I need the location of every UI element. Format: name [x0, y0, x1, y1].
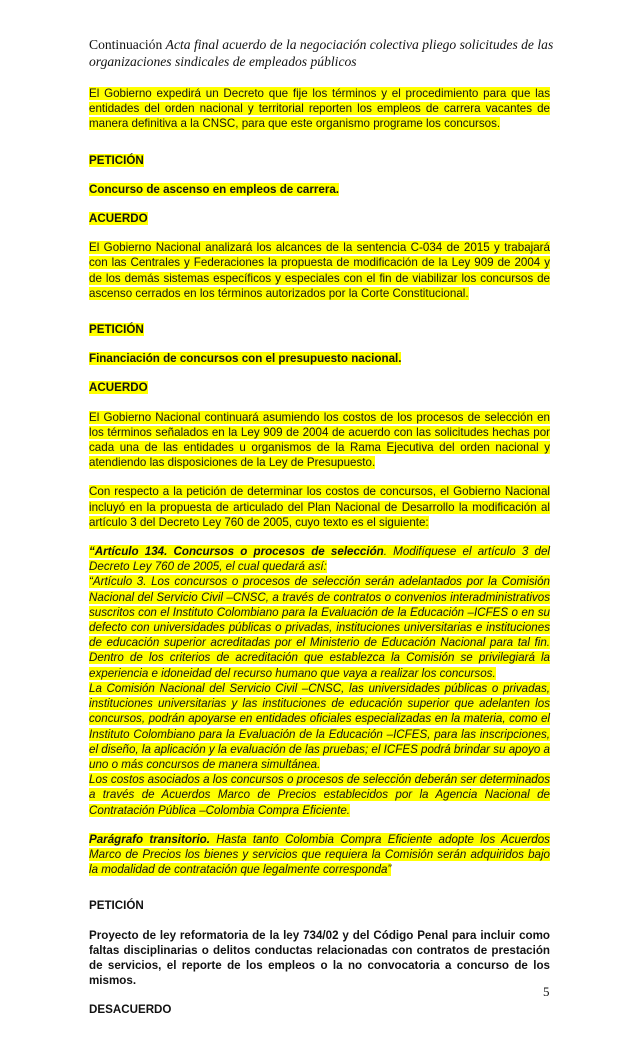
articulo-3-costos: Los costos asociados a los concursos o procesos de selección deberán ser determinados a través de Acuerdos Marco de Precios establecidos por la Agencia Nacional de Contratación Pública –Colombia Compra Eficiente.: [89, 773, 550, 817]
page-number: 5: [543, 984, 550, 999]
articulo-134-quote: “Artículo 134. Concursos o procesos de selección. Modifíquese el artículo 3 del Decreto Ley 760 de 2005, el cual quedará así: “Artículo 3. Los concursos o procesos de selección serán adelantados por la Comisión Nacional del Servicio Civil –CNSC, a través de contratos o convenios interadministrativos suscritos con el Instituto Colombiano para la Evaluación de la Educación –ICFES o en su defecto con universidades públicas o privadas, instituciones universitarias e instituciones de educación superior acreditadas por el Ministerio de Educación Nacional para tal fin. Dentro de los criterios de acreditación que establezca la Comisión se privilegiará la experiencia e idoneidad del recurso humano que vaya a realizar los concursos. La Comisión Nacional del Servicio Civil –CNSC, las universidades públicas o privadas, instituciones universitarias y las instituciones de educación superior que adelanten los concursos, podrán apoyarse en entidades oficiales especializadas en la materia, como el Instituto Colombiano para la Evaluación de la Educación –ICFES, para las inscripciones, el diseño, la aplicación y la evaluación de las pruebas; el ICFES podrá brindar su apoyo a uno o más concursos de manera simultánea. Los costos asociados a los concursos o procesos de selección deberán ser determinados a través de Acuerdos Marco de Precios establecidos por la Agencia Nacional de Contratación Pública –Colombia Compra Eficiente.: [89, 545, 550, 817]
paragrafo-transitorio: Parágrafo transitorio. Hasta tanto Colombia Compra Eficiente adopte los Acuerdos Marco de Precios los bienes y servicios que requiera la Comisión serán adquiridos bajo la modalidad de contratación que legalmente corresponda”: [89, 832, 550, 877]
articulo-3-text: “Artículo 3. Los concursos o procesos de selección serán adelantados por la Comisión Nacional del Servicio Civil –CNSC, a través de contratos o convenios interadministrativos suscritos con el Instituto Colombiano para la Evaluación de la Educación –ICFES o en su defecto con universidades públicas o privadas, instituciones universitarias e instituciones de educación superior acreditadas por el Ministerio de Educación Nacional para tal fin. Dentro de los criterios de acreditación que establezca la Comisión se privilegiará la experiencia e idoneidad del recurso humano que vaya a realizar los concursos.: [89, 575, 550, 680]
peticion-3-text: Proyecto de ley reformatoria de la ley 734/02 y del Código Penal para incluir como faltas disciplinarias o delitos conductas relacionadas con contratos de prestación de servicios, el reporte de los empleos o la no convocatoria a concurso de los mismos.: [89, 928, 550, 988]
header-prefix: Continuación: [89, 37, 166, 52]
articulo-134-title: “Artículo 134. Concursos o procesos de selección: [89, 545, 384, 559]
highlight: El Gobierno expedirá un Decreto que fije los términos y el procedimiento para que las entidades del orden nacional y territorial reporten los empleos de carrera vacantes de manera definitiva a la CNSC, para que este organismo programe los concursos.: [89, 87, 550, 131]
acuerdo-1-text: El Gobierno Nacional analizará los alcances de la sentencia C-034 de 2015 y trabajará con las Centrales y Federaciones la propuesta de modificación de la Ley 909 de 2004 y de los demás sistemas específicos y especiales con el fin de viabilizar los concursos de ascenso cerrados en los términos autorizados por la Corte Constitucional.: [89, 241, 550, 300]
peticion-1-text: Concurso de ascenso en empleos de carrera.: [89, 182, 340, 196]
acuerdo-2-text: El Gobierno Nacional continuará asumiendo los costos de los procesos de selección en los términos señalados en la Ley 909 de 2004 de acuerdo con las solicitudes hechas por cada una de las entidades u organismos de la Rama Ejecutiva del orden nacional y atendiendo las disposiciones de la Ley de Presupuesto.: [89, 410, 550, 470]
document-body: [89, 86, 550, 1018]
paragraph-decreto: [89, 86, 550, 132]
heading-acuerdo-2: ACUERDO: [89, 381, 148, 395]
heading-peticion-3: PETICIÓN: [89, 899, 144, 913]
peticion-2-text: Financiación de concursos con el presupuesto nacional.: [89, 352, 402, 366]
respecto-text: Con respecto a la petición de determinar los costos de concursos, el Gobierno Nacional incluyó en la propuesta de articulado del Plan Nacional de Desarrollo la modificación al artículo 3 del Decreto Ley 760 de 2005, cuyo texto es el siguiente:: [89, 485, 550, 529]
heading-desacuerdo: DESACUERDO: [89, 1003, 172, 1017]
heading-acuerdo-1: ACUERDO: [89, 212, 148, 226]
heading-peticion-2: PETICIÓN: [89, 323, 144, 337]
heading-peticion-1: PETICIÓN: [89, 153, 144, 167]
articulo-3-apoyo: La Comisión Nacional del Servicio Civil –CNSC, las universidades públicas o privadas, instituciones universitarias y las instituciones de educación superior que adelanten los concursos, podrán apoyarse en entidades oficiales especializadas en la materia, como el Instituto Colombiano para la Evaluación de la Educación –ICFES, para las inscripciones, el diseño, la aplicación y la evaluación de las pruebas; el ICFES podrá brindar su apoyo a uno o más concursos de manera simultánea.: [89, 681, 550, 771]
running-header: [89, 36, 559, 70]
paragrafo-title: Parágrafo transitorio.: [89, 832, 210, 846]
header-title: Acta final acuerdo de la negociación colectiva pliego solicitudes de las organizaciones sindicales de empleados públicos: [89, 37, 554, 69]
